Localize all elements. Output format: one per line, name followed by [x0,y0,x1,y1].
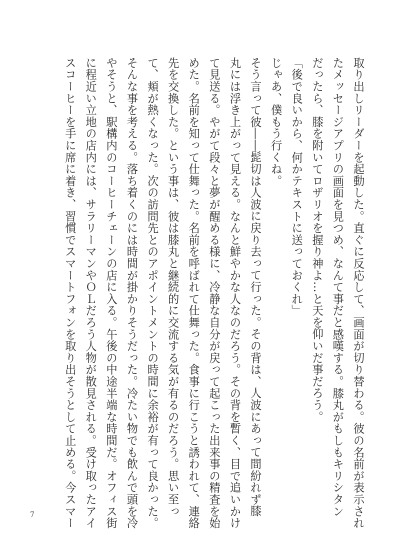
vertical-text-body [28,57,368,529]
text-line: スコーヒーを手に席に着き、習慣でスマートフォンを取り出そうとして止める。今スマー [63,57,77,529]
text-line: 取り出しリーダーを起動した。直ぐに反応して、画面が切り替わる。彼の名前が表示され [352,57,365,529]
text-line: じゃあ、僕もう行くね。 [269,57,283,187]
text-line: 「後で良いから、何かテキストに送っておくれ」 [290,57,304,317]
text-line: て、頬が熱くなった。次の訪問先とのアポイントメントの時間に余裕が有って良かった。 [146,57,160,529]
text-line: めた。名前を知って仕舞った。名前を呼ばれて仕舞った。食事に行こうと誘われて、連絡 [187,57,201,529]
text-line: だったら、膝を附いてロザリオを握り神よ…と天を仰いだ事だろう。 [310,57,324,423]
text-line: 先を交換した。という事は、彼は膝丸と継続的に交流する気が有るのだろう。思い至っ [166,57,180,518]
text-line: 丸には浮き上がって見える。なんと鮮やかな人なのだろう。その背を暫く、目で追いかけ [228,57,242,529]
text-line: やそうと、駅構内のコーヒーチェーンの店に入る。午後の中途半端な時間だ。オフィス街 [104,57,118,529]
text-line: そんな事を考える。落ち着くのには時間が掛かりそうだった。冷たい物でも飲んで頭を冷 [125,57,139,529]
text-line: に程近い立地の店内には、サラリーマンやＯＬだろう人物が散見される。受け取ったアイ [84,57,98,529]
text-line: たメッセージアプリの画面を見つめ、なんて事だと感嘆する。膝丸がもしもキリシタン [331,57,345,518]
page-number: 7 [30,511,35,519]
text-line: て見送る。やがて段々と夢が醒める様に、冷静な自分が戻って起こった出来事の精査を始 [207,57,221,529]
text-line: そう言って彼――髭切は人波に戻り去って行った。その背は、人波にあって間紛れず膝 [249,57,263,518]
